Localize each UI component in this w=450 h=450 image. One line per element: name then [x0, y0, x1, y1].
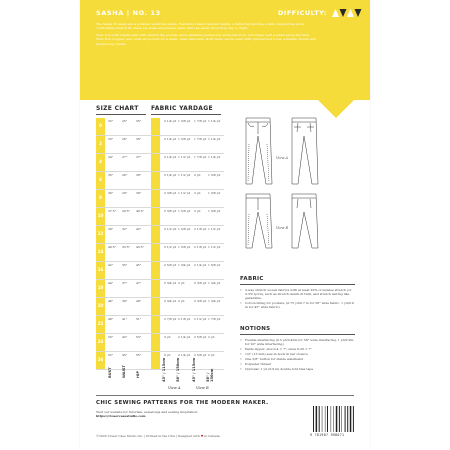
copyright-country: in Canada: [204, 434, 220, 438]
pattern-description: [96, 22, 318, 46]
view-b-back-drawing: [292, 194, 318, 248]
list-item: • 1/2" (13 mm) sew-in hook & bar closure: [240, 352, 355, 356]
view-a-front-drawing: [246, 118, 272, 184]
table-body: [96, 118, 224, 370]
size-number: 16: [97, 267, 104, 272]
yardage-cell: 2 1/4 yd: [178, 335, 191, 339]
bust-cell: 32": [108, 119, 114, 123]
yardage-cell: 1 1/4 yd: [208, 137, 221, 141]
size-number: 20: [97, 303, 104, 308]
waist-cell: 37": [122, 281, 128, 285]
list-item: • 2-way stretch woven fabrics with at least 20% crosswise stretch (or 2-3% lycra), such as stretch denim & twill, and stretch suiting like gabardine.: [240, 288, 355, 300]
yardage-cell: 2 5/8 yd: [194, 353, 207, 357]
hip-cell: 51": [136, 317, 142, 321]
yardage-cell: 2 3/4 yd: [164, 281, 177, 285]
list-item: • One 5/8" button for inside waistband: [240, 357, 355, 361]
yardage-cell: 1 1/2 yd: [208, 227, 221, 231]
yardage-cell: 3 yd: [164, 335, 171, 339]
bust-cell: 42": [108, 263, 114, 267]
waist-cell: 41": [122, 317, 128, 321]
table-row: [96, 262, 224, 280]
notions-list: [240, 338, 355, 371]
bust-label: BUST: [108, 367, 112, 378]
hip-cell: 42": [136, 227, 142, 231]
yardage-cell: 2 5/8 yd: [164, 263, 177, 267]
hip-cell: 35": [136, 119, 142, 123]
yardage-cell: 2 3/8 yd: [164, 209, 177, 213]
yardage-cell: 1 7/8 yd: [194, 155, 207, 159]
list-item: • Cotton lining for pockets, (0.75 yd/0.7 m for 58" wide fabric, 1 yd/0.9 m for 45" wide fabric).: [240, 301, 355, 309]
hip-cell: 37": [136, 155, 142, 159]
bust-cell: 52": [108, 353, 114, 357]
yardage-cell: 2 1/8 yd: [178, 317, 191, 321]
waist-cell: 29": [122, 191, 128, 195]
width-label: 45" / 115cm: [192, 357, 196, 382]
view-b-label: View B: [196, 386, 209, 390]
drawing-view-a-label: View A: [276, 156, 288, 160]
fabric-heading: FABRIC: [240, 276, 264, 282]
visit-text: [96, 410, 246, 418]
divider: [96, 114, 146, 115]
bust-cell: 36": [108, 191, 114, 195]
technical-drawings: [236, 114, 354, 264]
yardage-cell: 1 3/8 yd: [178, 119, 191, 123]
waist-cell: 27": [122, 155, 128, 159]
yardage-cell: 1 1/4 yd: [208, 155, 221, 159]
divider: [151, 114, 221, 115]
yardage-cell: 1 3/4 yd: [208, 281, 221, 285]
hip-cell: 55": [136, 353, 142, 357]
list-item: • Optional: 1 yd (0.9 m) double fold bias tape: [240, 367, 355, 371]
table-row: [96, 316, 224, 334]
table-row: [96, 280, 224, 298]
yardage-cell: 2 yd: [194, 173, 201, 177]
table-row: [96, 298, 224, 316]
size-number: 6: [99, 177, 102, 182]
yardage-cell: 2 3/8 yd: [164, 191, 177, 195]
table-row: [96, 136, 224, 154]
bust-cell: 50": [108, 335, 114, 339]
visit-prompt: Visit our website for tutorials, sewalongs and sewing inspiration:: [96, 410, 199, 414]
header-banner: [80, 0, 370, 100]
size-number: 18: [97, 285, 104, 290]
yardage-cell: 2 yd: [178, 299, 185, 303]
view-a-back-drawing: [292, 118, 318, 184]
yardage-cell: 1 3/8 yd: [178, 137, 191, 141]
size-number: 4: [99, 159, 102, 164]
yardage-cell: 1 1/4 yd: [208, 119, 221, 123]
notions-heading: NOTIONS: [240, 326, 271, 332]
yardage-cell: 1 3/4 yd: [208, 299, 221, 303]
pattern-title: SASHA | NO. 13: [96, 9, 161, 17]
yardage-cell: 2 1/2 yd: [194, 317, 207, 321]
pattern-envelope-back: [80, 0, 370, 450]
yardage-cell: 2 3/8 yd: [194, 281, 207, 285]
divider: [240, 284, 355, 285]
table-row: [96, 226, 224, 244]
yardage-cell: 2 yd: [208, 335, 215, 339]
list-item: • Fusible interfacing (0.5 yd/0.45m for 58" wide interfacing, 1 yd/0.9m for 20" wide interfacing): [240, 338, 355, 346]
view-a-label: View A: [168, 386, 181, 390]
table-row: [96, 244, 224, 262]
hip-label: HIP: [136, 371, 140, 378]
list-item: • Polyester thread: [240, 362, 355, 366]
size-number: 0: [99, 123, 102, 128]
copyright-text: ©2020 Closer Case Studio Inc. | Printed in the USA | Designed with: [96, 434, 200, 438]
waist-cell: 35": [122, 263, 128, 267]
yardage-cell: 1 1/2 yd: [178, 173, 191, 177]
table-row: [96, 190, 224, 208]
list-item: • Pants zipper: size 0-4 = 7", sizes 6-26 = 7": [240, 347, 355, 351]
width-label: 45" / 115cm: [162, 357, 166, 382]
waist-cell: 25": [122, 119, 128, 123]
yardage-cell: 2 1/4 yd: [194, 263, 207, 267]
yardage-cell: 2 1/8 yd: [194, 227, 207, 231]
bust-cell: 46": [108, 299, 114, 303]
hip-cell: 39": [136, 191, 142, 195]
table-row: [96, 154, 224, 172]
hip-cell: 40.5": [136, 209, 145, 213]
size-chart-heading: SIZE CHART: [96, 105, 139, 112]
size-number: 10: [97, 213, 104, 218]
yardage-cell: 2 5/8 yd: [194, 335, 207, 339]
yardage-cell: 2 1/2 yd: [164, 227, 177, 231]
barcode-icon: [312, 406, 358, 432]
description-paragraph: The Sasha Trousers are a polished wardrobe staple. Featuring classic tailored details, a flattering mid-rise, a slim, tapered leg and a comfortable stretch fit, these are wear-everywhere pants that can easily move from day to night.: [96, 22, 305, 31]
width-label: 58" / 150cm: [176, 357, 180, 382]
bust-cell: 35": [108, 173, 114, 177]
description-paragraph: View A is a full length pant with slanted hip pockets and a slimming pocket stay along the front, and single welt pockets along the back. View B is cropped, and omits all pockets for a sleek, clean silhouette. Both views can be sewn with optional belt loops, a hidden closure and pressed leg crease.: [96, 32, 317, 46]
waist-cell: 33.5": [122, 245, 131, 249]
yardage-cell: 1 1/2 yd: [178, 155, 191, 159]
yardage-cell: 2 1/8 yd: [194, 245, 207, 249]
yardage-cell: 2 yd: [208, 353, 215, 357]
view-b-front-drawing: [246, 194, 272, 248]
yardage-cell: 1 3/8 yd: [208, 173, 221, 177]
yardage-cell: 2 7/8 yd: [164, 317, 177, 321]
bust-cell: 40.5": [108, 245, 117, 249]
divider: [240, 334, 355, 335]
fabric-list: [240, 288, 355, 310]
yardage-cell: 1 7/8 yd: [194, 137, 207, 141]
size-number: 24: [97, 339, 104, 344]
brand-tagline: CHIC SEWING PATTERNS FOR THE MODERN MAKER.: [96, 400, 269, 406]
yardage-cell: 1 5/8 yd: [208, 263, 221, 267]
size-number: 2: [99, 141, 102, 146]
yardage-cell: 1 1/2 yd: [178, 191, 191, 195]
yardage-cell: 2 yd: [178, 281, 185, 285]
hip-cell: 43.5": [136, 245, 145, 249]
table-row: [96, 118, 224, 136]
waist-cell: 32": [122, 227, 128, 231]
hip-cell: 47": [136, 281, 142, 285]
bust-cell: 37.5": [108, 209, 117, 213]
size-number: 8: [99, 195, 102, 200]
waist-cell: 39": [122, 299, 128, 303]
heart-icon: ♥: [200, 434, 204, 438]
waist-cell: 28": [122, 173, 128, 177]
yardage-cell: 1 5/8 yd: [178, 227, 191, 231]
bust-cell: 48": [108, 317, 114, 321]
size-number: 26: [97, 357, 104, 362]
waist-cell: 26": [122, 137, 128, 141]
size-number: 12: [97, 231, 104, 236]
yardage-cell: 1 7/8 yd: [194, 119, 207, 123]
hip-cell: 45": [136, 263, 142, 267]
table-row: [96, 334, 224, 352]
divider: [96, 395, 354, 396]
yardage-cell: 2 1/4 yd: [178, 353, 191, 357]
hip-cell: 38": [136, 173, 142, 177]
yardage-cell: 2 1/4 yd: [164, 137, 177, 141]
waist-cell: 30.5": [122, 209, 131, 213]
difficulty-label: DIFFICULTY:: [278, 9, 327, 17]
waist-cell: 43": [122, 335, 128, 339]
size-number: 14: [97, 249, 104, 254]
difficulty-rating-icon: [332, 9, 362, 17]
fabric-yardage-heading: FABRIC YARDAGE: [151, 105, 213, 112]
yardage-cell: 3 yd: [164, 353, 171, 357]
bust-cell: 33": [108, 137, 114, 141]
yardage-cell: 2 1/2 yd: [164, 245, 177, 249]
yardage-cell: 2 yd: [194, 209, 201, 213]
yardage-cell: 2 1/4 yd: [164, 119, 177, 123]
drawing-view-b-label: View B: [276, 226, 288, 230]
barcode-number: 9 781987 998071: [310, 433, 345, 437]
yardage-cell: 2 3/8 yd: [194, 299, 207, 303]
yardage-cell: 1 5/8 yd: [178, 209, 191, 213]
table-row: [96, 208, 224, 226]
size-yardage-table: [96, 118, 224, 370]
website-link[interactable]: https://closercasestudio.com: [96, 414, 146, 419]
hip-cell: 36": [136, 137, 142, 141]
yardage-cell: 2 yd: [194, 191, 201, 195]
copyright-line: [96, 434, 220, 438]
yardage-cell: 1 3/4 yd: [178, 263, 191, 267]
size-number: 22: [97, 321, 104, 326]
hip-cell: 53": [136, 335, 142, 339]
yardage-cell: 2 1/4 yd: [164, 155, 177, 159]
yardage-cell: 1 3/8 yd: [208, 191, 221, 195]
waist-cell: 45": [122, 353, 128, 357]
yardage-cell: 1 3/8 yd: [208, 209, 221, 213]
yardage-cell: 1 7/8 yd: [208, 317, 221, 321]
yardage-cell: 1 5/8 yd: [178, 245, 191, 249]
bust-cell: 44": [108, 281, 114, 285]
hip-cell: 49": [136, 299, 142, 303]
yardage-cell: 2 3/4 yd: [164, 299, 177, 303]
waist-label: WAIST: [122, 365, 126, 378]
table-row: [96, 172, 224, 190]
bust-cell: 39": [108, 227, 114, 231]
yardage-cell: 2 1/4 yd: [164, 173, 177, 177]
yardage-cell: 1 1/2 yd: [208, 245, 221, 249]
bust-cell: 34": [108, 155, 114, 159]
width-label: 58" / 150cm: [206, 368, 214, 382]
